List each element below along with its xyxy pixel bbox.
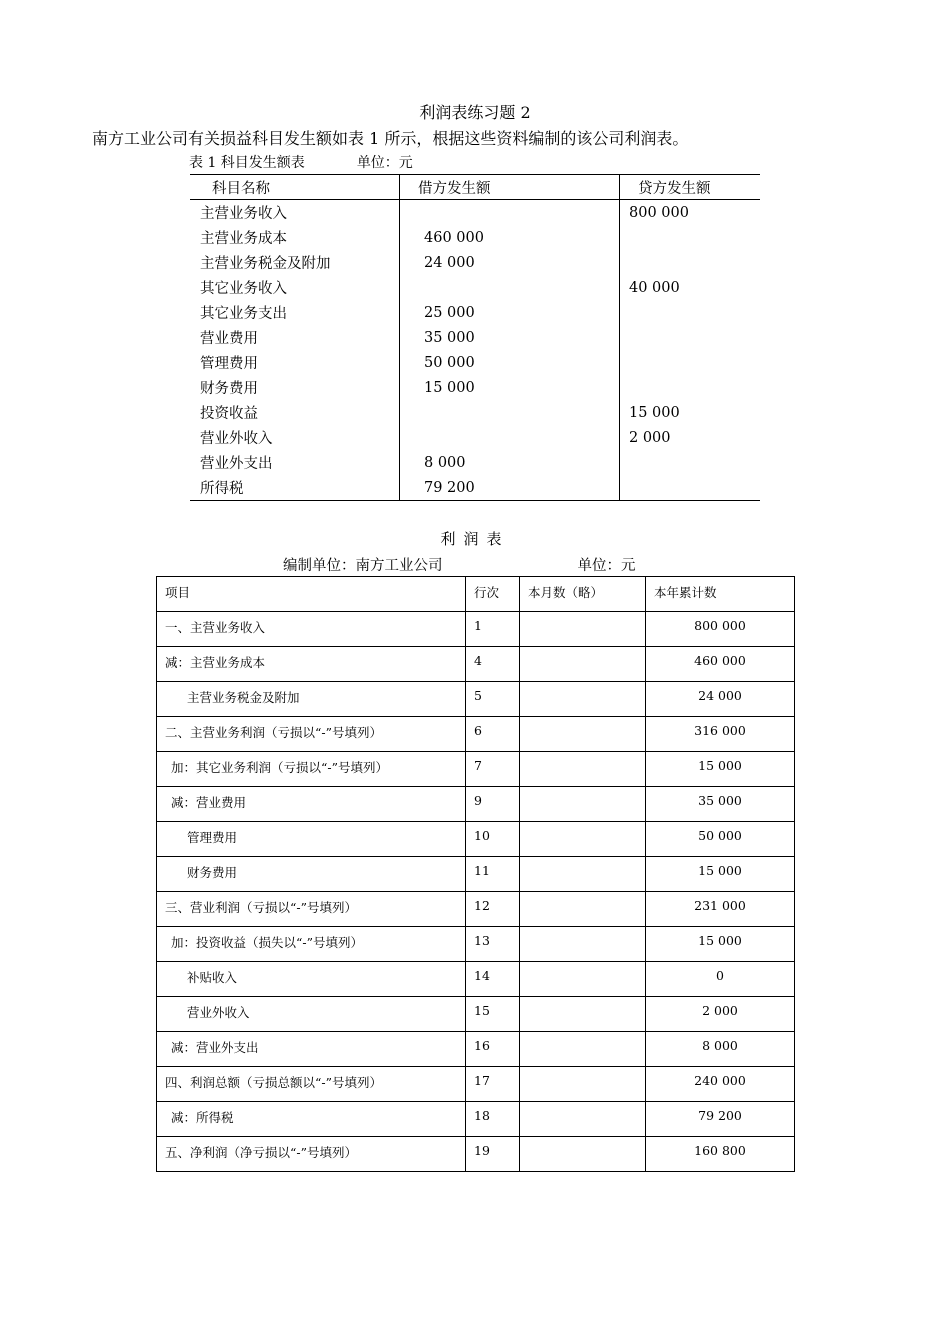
line-number: 19 xyxy=(466,1137,520,1172)
table-header-row xyxy=(190,175,760,200)
year-to-date-value: 35 000 xyxy=(646,787,795,822)
table-row xyxy=(157,647,795,682)
credit-amount xyxy=(620,250,761,275)
item-label: 补贴收入 xyxy=(157,962,466,997)
this-month-value xyxy=(520,752,646,787)
item-label: 加：投资收益（损失以“-”号填列） xyxy=(157,927,466,962)
credit-amount xyxy=(620,450,761,475)
item-label: 减：所得税 xyxy=(157,1102,466,1137)
table-row xyxy=(157,997,795,1032)
table-row xyxy=(190,325,760,350)
account-name: 投资收益 xyxy=(200,406,258,422)
table-row xyxy=(157,682,795,717)
header-item: 项目 xyxy=(157,577,466,612)
table-row xyxy=(190,425,760,450)
account-name: 主营业务收入 xyxy=(200,206,287,222)
this-month-value xyxy=(520,892,646,927)
item-label: 四、利润总额（亏损总额以“-”号填列） xyxy=(157,1067,466,1102)
table-row xyxy=(157,892,795,927)
preparing-unit: 编制单位：南方工业公司 xyxy=(283,558,443,574)
table-header-row xyxy=(157,577,795,612)
item-label: 主营业务税金及附加 xyxy=(157,682,466,717)
item-label: 财务费用 xyxy=(157,857,466,892)
year-to-date-value: 15 000 xyxy=(646,752,795,787)
item-label: 加：其它业务利润（亏损以“-”号填列） xyxy=(157,752,466,787)
item-label: 一、主营业务收入 xyxy=(157,612,466,647)
line-number: 13 xyxy=(466,927,520,962)
table-row xyxy=(157,717,795,752)
table-row xyxy=(190,350,760,375)
table-row xyxy=(190,300,760,325)
credit-amount: 40 000 xyxy=(620,275,761,300)
item-label: 五、净利润（净亏损以“-”号填列） xyxy=(157,1137,466,1172)
line-number: 17 xyxy=(466,1067,520,1102)
debit-amount: 50 000 xyxy=(400,350,620,375)
account-name: 营业费用 xyxy=(200,331,258,347)
debit-amount xyxy=(400,200,620,226)
table-row xyxy=(190,475,760,501)
exercise-title: 利润表练习题 2 xyxy=(419,103,531,122)
year-to-date-value: 2 000 xyxy=(646,997,795,1032)
this-month-value xyxy=(520,1137,646,1172)
credit-amount xyxy=(620,350,761,375)
debit-amount: 15 000 xyxy=(400,375,620,400)
this-month-value xyxy=(520,647,646,682)
table-row xyxy=(157,787,795,822)
income-statement-table xyxy=(156,576,795,1172)
year-to-date-value: 15 000 xyxy=(646,857,795,892)
this-month-value xyxy=(520,857,646,892)
header-credit: 贷方发生额 xyxy=(620,175,761,200)
this-month-value xyxy=(520,962,646,997)
item-label: 管理费用 xyxy=(157,822,466,857)
debit-amount: 35 000 xyxy=(400,325,620,350)
table-row xyxy=(190,450,760,475)
credit-amount: 15 000 xyxy=(620,400,761,425)
account-name: 所得税 xyxy=(190,475,400,501)
this-month-value xyxy=(520,927,646,962)
line-number: 7 xyxy=(466,752,520,787)
header-year-to-date: 本年累计数 xyxy=(646,577,795,612)
line-number: 14 xyxy=(466,962,520,997)
line-number: 5 xyxy=(466,682,520,717)
table-row xyxy=(157,1137,795,1172)
line-number: 6 xyxy=(466,717,520,752)
table-row xyxy=(190,275,760,300)
this-month-value xyxy=(520,1067,646,1102)
year-to-date-value: 240 000 xyxy=(646,1067,795,1102)
account-name: 主营业务成本 xyxy=(200,231,287,247)
table1-caption xyxy=(189,152,413,172)
credit-amount: 2 000 xyxy=(620,425,761,450)
item-label: 减：营业外支出 xyxy=(157,1032,466,1067)
year-to-date-value: 160 800 xyxy=(646,1137,795,1172)
debit-amount: 8 000 xyxy=(400,450,620,475)
year-to-date-value: 79 200 xyxy=(646,1102,795,1137)
line-number: 10 xyxy=(466,822,520,857)
year-to-date-value: 8 000 xyxy=(646,1032,795,1067)
debit-amount xyxy=(400,400,620,425)
table-row xyxy=(157,927,795,962)
account-name: 营业外收入 xyxy=(200,431,273,447)
account-name: 其它业务收入 xyxy=(200,281,287,297)
debit-amount xyxy=(400,275,620,300)
year-to-date-value: 460 000 xyxy=(646,647,795,682)
account-name: 其它业务支出 xyxy=(200,306,287,322)
table-row xyxy=(157,962,795,997)
credit-amount xyxy=(620,475,761,501)
debit-amount xyxy=(400,425,620,450)
item-label: 二、主营业务利润（亏损以“-”号填列） xyxy=(157,717,466,752)
header-line-no: 行次 xyxy=(466,577,520,612)
line-number: 9 xyxy=(466,787,520,822)
table1-caption-label: 表 1 科目发生额表 xyxy=(189,155,305,171)
table-row xyxy=(157,857,795,892)
header-this-month: 本月数（略） xyxy=(520,577,646,612)
line-number: 12 xyxy=(466,892,520,927)
header-debit: 借方发生额 xyxy=(400,175,620,200)
year-to-date-value: 0 xyxy=(646,962,795,997)
this-month-value xyxy=(520,787,646,822)
table-row xyxy=(157,1102,795,1137)
year-to-date-value: 316 000 xyxy=(646,717,795,752)
account-amounts-table xyxy=(190,174,760,501)
table-row xyxy=(157,1032,795,1067)
table-row xyxy=(157,752,795,787)
table-row xyxy=(157,612,795,647)
this-month-value xyxy=(520,997,646,1032)
table-row xyxy=(157,1067,795,1102)
table-row xyxy=(190,400,760,425)
year-to-date-value: 50 000 xyxy=(646,822,795,857)
header-account-name: 科目名称 xyxy=(190,175,400,200)
account-name: 管理费用 xyxy=(200,356,258,372)
line-number: 15 xyxy=(466,997,520,1032)
item-label: 减：主营业务成本 xyxy=(157,647,466,682)
year-to-date-value: 231 000 xyxy=(646,892,795,927)
credit-amount xyxy=(620,375,761,400)
year-to-date-value: 800 000 xyxy=(646,612,795,647)
line-number: 4 xyxy=(466,647,520,682)
income-statement-title: 利润表 xyxy=(440,530,510,548)
credit-amount: 800 000 xyxy=(620,200,761,226)
debit-amount: 24 000 xyxy=(400,250,620,275)
this-month-value xyxy=(520,682,646,717)
table-row xyxy=(190,225,760,250)
account-name: 营业外支出 xyxy=(200,456,273,472)
intro-text: 南方工业公司有关损益科目发生额如表 1 所示，根据这些资料编制的该公司利润表。 xyxy=(92,129,689,148)
income-statement-unit: 单位：元 xyxy=(577,558,636,574)
item-label: 营业外收入 xyxy=(157,997,466,1032)
this-month-value xyxy=(520,1102,646,1137)
debit-amount: 79 200 xyxy=(400,475,620,501)
credit-amount xyxy=(620,325,761,350)
line-number: 1 xyxy=(466,612,520,647)
this-month-value xyxy=(520,1032,646,1067)
table-row xyxy=(190,375,760,400)
account-name: 财务费用 xyxy=(200,381,258,397)
credit-amount xyxy=(620,225,761,250)
table1-unit: 单位：元 xyxy=(356,155,413,171)
table-row xyxy=(190,200,760,226)
this-month-value xyxy=(520,822,646,857)
item-label: 减：营业费用 xyxy=(157,787,466,822)
this-month-value xyxy=(520,612,646,647)
table-row xyxy=(157,822,795,857)
line-number: 18 xyxy=(466,1102,520,1137)
item-label: 三、营业利润（亏损以“-”号填列） xyxy=(157,892,466,927)
line-number: 16 xyxy=(466,1032,520,1067)
debit-amount: 25 000 xyxy=(400,300,620,325)
table-row xyxy=(190,250,760,275)
credit-amount xyxy=(620,300,761,325)
this-month-value xyxy=(520,717,646,752)
year-to-date-value: 24 000 xyxy=(646,682,795,717)
debit-amount: 460 000 xyxy=(400,225,620,250)
year-to-date-value: 15 000 xyxy=(646,927,795,962)
income-statement-meta xyxy=(283,554,636,575)
account-name: 主营业务税金及附加 xyxy=(200,256,331,272)
line-number: 11 xyxy=(466,857,520,892)
